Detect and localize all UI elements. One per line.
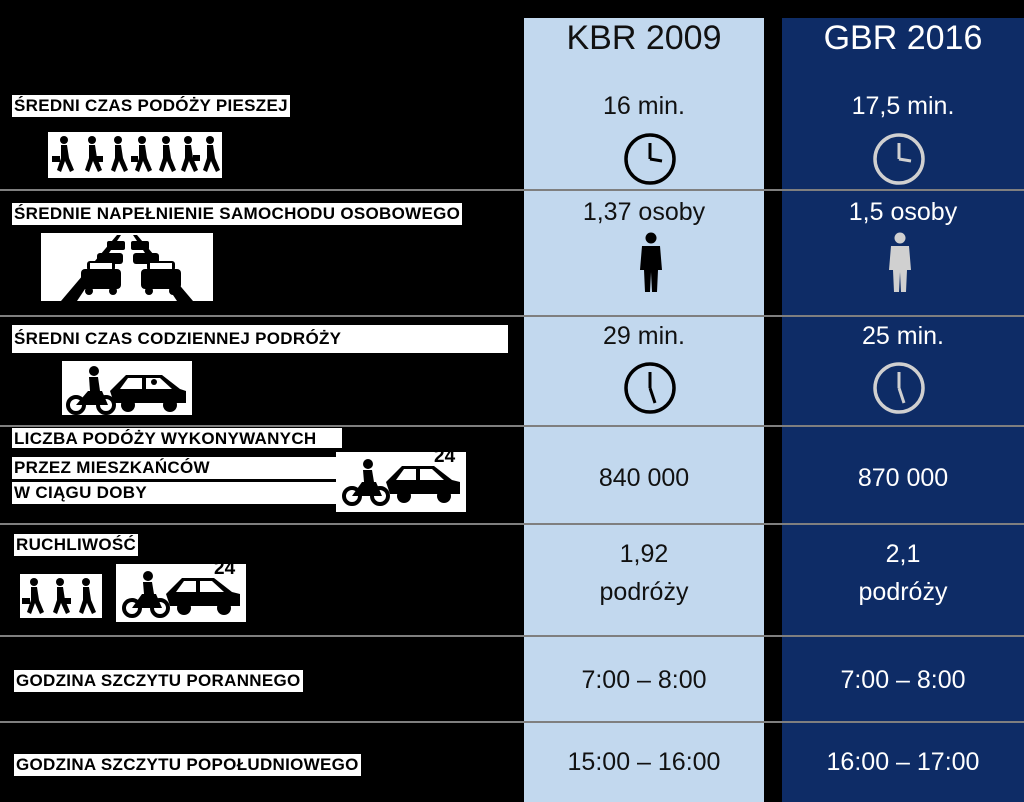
row-label-mobility: RUCHLIWOŚĆ (16, 535, 137, 554)
clock-icon (872, 132, 926, 186)
row-label-car-occupancy: ŚREDNIE NAPEŁNIENIE SAMOCHODU OSOBOWEGO (14, 204, 461, 223)
kbr-mobility-unit: podróży (599, 578, 689, 606)
kbr-car-occupancy: 1,37 osoby (582, 198, 706, 226)
kbr-mobility-value: 1,92 (619, 540, 669, 568)
kbr-trips-per-day: 840 000 (598, 464, 690, 492)
gbr-trips-per-day: 870 000 (857, 464, 949, 492)
gbr-walking-time: 17,5 min. (851, 92, 955, 120)
row-separator (0, 315, 1024, 317)
24h-badge: 24 (434, 446, 456, 467)
header-gbr-2016: GBR 2016 (782, 18, 1024, 60)
row-label-trips-per-day (12, 429, 342, 502)
gbr-mobility-unit: podróży (858, 578, 948, 606)
row-label-afternoon-peak: GODZINA SZCZYTU POPOŁUDNIOWEGO (16, 755, 359, 774)
row-separator (0, 721, 1024, 723)
kbr-morning-peak: 7:00 – 8:00 (581, 666, 707, 694)
motorbike-car-icon (62, 361, 192, 415)
kbr-daily-trip-time: 29 min. (603, 322, 685, 350)
gbr-morning-peak: 7:00 – 8:00 (840, 666, 966, 694)
row-separator (0, 523, 1024, 525)
row-separator (0, 635, 1024, 637)
gbr-daily-trip-time: 25 min. (862, 322, 944, 350)
row-label-line: W CIĄGU DOBY (12, 482, 342, 504)
person-icon (886, 232, 914, 294)
row-label-morning-peak: GODZINA SZCZYTU PORANNEGO (16, 671, 301, 690)
clock-icon (623, 361, 677, 415)
gbr-car-occupancy: 1,5 osoby (848, 198, 958, 226)
row-separator (0, 189, 1024, 191)
walking-people-icon (48, 132, 222, 178)
clock-icon (623, 132, 677, 186)
walking-people-icon (20, 574, 102, 618)
gbr-afternoon-peak: 16:00 – 17:00 (826, 748, 980, 776)
row-label-walking-time: ŚREDNI CZAS PODÓŻY PIESZEJ (14, 96, 288, 115)
person-icon (637, 232, 665, 294)
clock-icon (872, 361, 926, 415)
row-separator (0, 425, 1024, 427)
row-label-daily-trip-time: ŚREDNI CZAS CODZIENNEJ PODRÓŻY (12, 325, 508, 353)
traffic-cars-icon (41, 233, 213, 301)
kbr-afternoon-peak: 15:00 – 16:00 (567, 748, 721, 776)
row-label-line: LICZBA PODÓŻY WYKONYWANYCH (12, 428, 342, 448)
row-label-line: PRZEZ MIESZKAŃCÓW (12, 457, 342, 479)
gbr-mobility-value: 2,1 (885, 540, 921, 568)
24h-badge: 24 (214, 558, 236, 579)
kbr-walking-time: 16 min. (603, 92, 685, 120)
header-kbr-2009: KBR 2009 (524, 18, 764, 60)
